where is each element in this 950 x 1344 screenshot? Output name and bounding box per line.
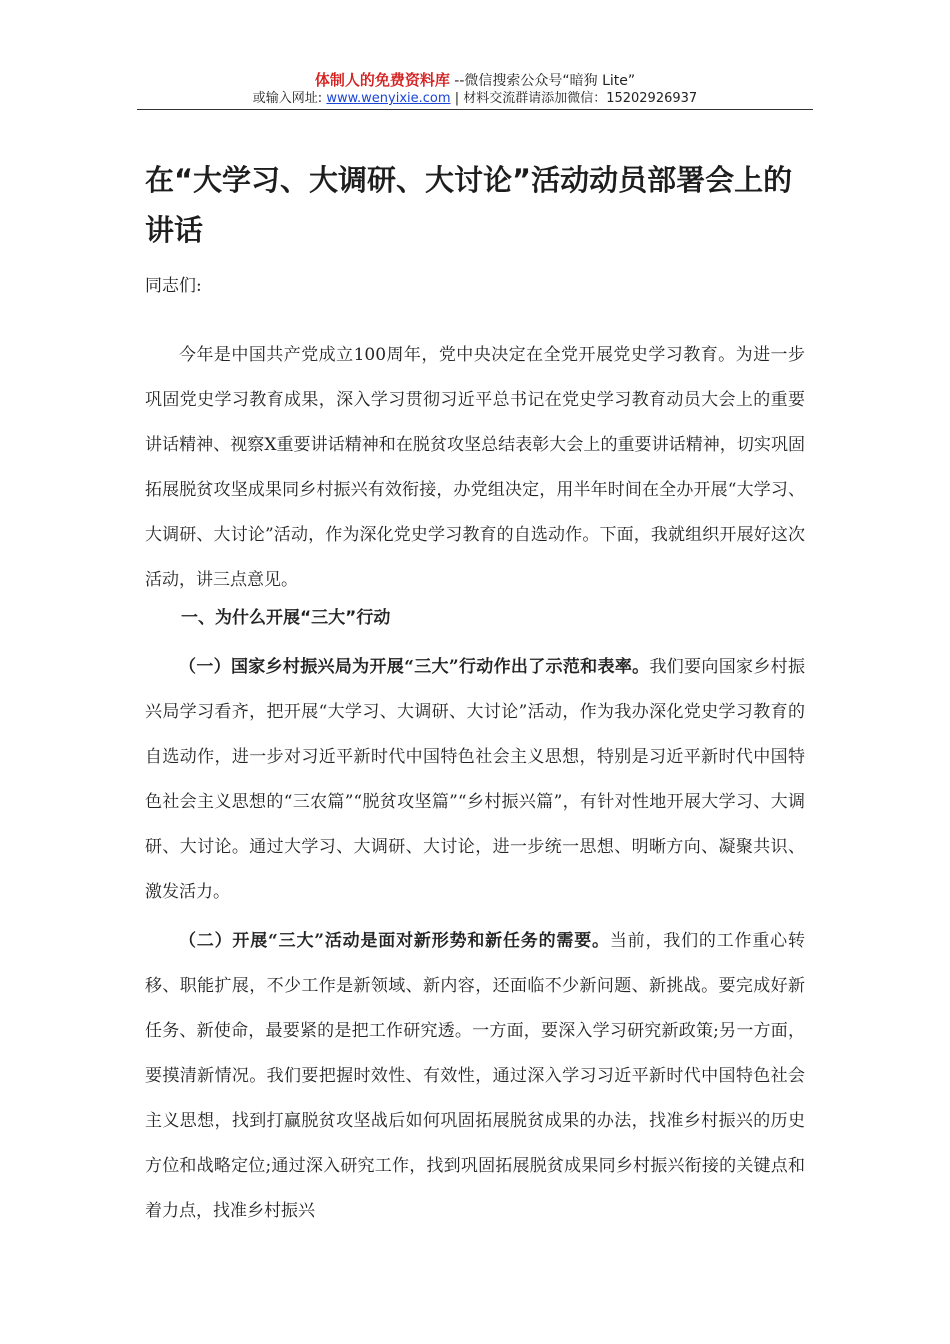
header-divider — [137, 109, 813, 110]
intro-paragraph: 今年是中国共产党成立100周年，党中央决定在全党开展党史学习教育。为进一步巩固党史学习教育成果，深入学习贯彻习近平总书记在党史学习教育动员大会上的重要讲话精神、视察X重要讲话精神和在脱贫攻坚总结表彰大会上的重要讲话精神，切实巩固拓展脱贫攻坚成果同乡村振兴有效衔接，办党组决定，用半年时间在全办开展“大学习、大调研、大讨论”活动，作为深化党史学习教育的自选动作。下面，我就组织开展好这次活动，讲三点意见。 — [145, 345, 805, 590]
header-slogan: --微信搜索公众号“暗狗 Lite” — [454, 73, 636, 89]
paragraph-1-body: 我们要向国家乡村振兴局学习看齐，把开展“大学习、大调研、大讨论”活动，作为我办深化党史学习教育的自选动作，进一步对习近平新时代中国特色社会主义思想，特别是习近平新时代中国特色社会主义思想的“三农篇”“脱贫攻坚篇”“乡村振兴篇”，有针对性地开展大学习、大调研、大讨论。通过大学习、大调研、大讨论，进一步统一思想、明晰方向、凝聚共识、激发活力。 — [145, 657, 805, 902]
header-brand: 体制人的免费资料库 — [314, 71, 450, 89]
section-1-heading: 一、为什么开展“三大”行动 — [181, 608, 391, 628]
paragraph-2-body: 当前，我们的工作重心转移、职能扩展，不少工作是新领域、新内容，还面临不少新问题、新挑战。要完成好新任务、新使命，最要紧的是把工作研究透。一方面，要深入学习研究新政策;另一方面，要摸清新情况。我们要把握时效性、有效性，通过深入学习习近平新时代中国特色社会主义思想，找到打赢脱贫攻坚战后如何巩固拓展脱贫成果的办法，找准乡村振兴的历史方位和战略定位;通过深入研究工作，找到巩固拓展脱贫成果同乡村振兴衔接的关键点和着力点，找准乡村振兴 — [145, 931, 805, 1221]
paragraph-2-lead: （二）开展“三大”活动是面对新形势和新任务的需要。 — [179, 931, 610, 951]
header-url-link[interactable]: www.wenyixie.com — [326, 91, 451, 106]
header-line-2 — [137, 90, 813, 108]
document-title: 在“大学习、大调研、大讨论”活动动员部署会上的讲话 — [145, 163, 793, 247]
paragraph-2 — [145, 919, 805, 1234]
greeting: 同志们: — [145, 276, 202, 296]
header-url-prefix: 或输入网址: — [252, 91, 323, 106]
page-header — [137, 70, 813, 108]
paragraph-1 — [145, 645, 805, 915]
paragraph-1-lead: （一）国家乡村振兴局为开展“三大”行动作出了示范和表率。 — [179, 657, 650, 677]
header-line-1 — [137, 70, 813, 90]
header-contact: | 材料交流群请添加微信：15202926937 — [454, 91, 698, 106]
